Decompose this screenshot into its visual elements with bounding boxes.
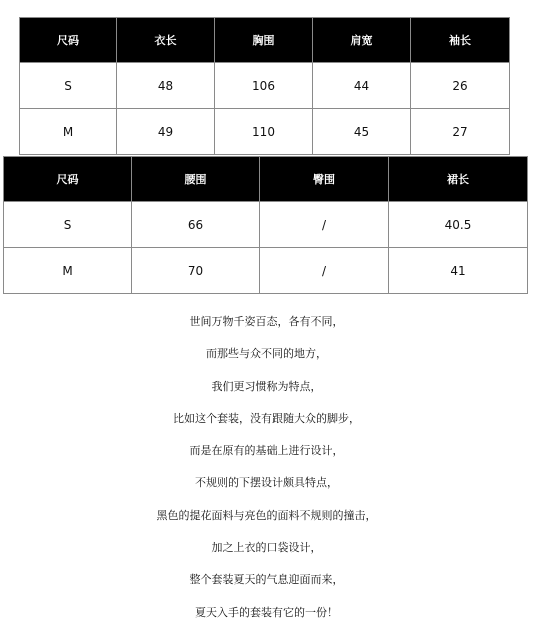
bottom-size-table <box>3 156 528 294</box>
cell-bust: 106 <box>215 63 313 109</box>
cell-length: 48 <box>117 63 215 109</box>
cell-size: M <box>20 109 117 155</box>
header-size: 尺码 <box>4 157 132 202</box>
cell-size: S <box>4 202 132 248</box>
cell-skirt-length: 40.5 <box>389 202 528 248</box>
description-line: 我们更习惯称为特点， <box>211 379 322 393</box>
cell-skirt-length: 41 <box>389 248 528 294</box>
cell-shoulder: 45 <box>313 109 411 155</box>
cell-shoulder: 44 <box>313 63 411 109</box>
description-line: 夏天入手的套装有它的一份！ <box>195 605 338 619</box>
header-length: 衣长 <box>117 18 215 63</box>
cell-sleeve: 27 <box>411 109 510 155</box>
cell-hip: / <box>260 248 389 294</box>
description-line: 黑色的提花面料与亮色的面料不规则的撞击， <box>156 508 377 522</box>
description-line: 世间万物千姿百态，各有不同， <box>189 315 344 328</box>
header-bust: 胸围 <box>215 18 313 63</box>
table-row <box>20 109 510 155</box>
description-line: 整个套装夏天的气息迎面而来， <box>189 573 344 587</box>
description-line: 不规则的下摆设计颇具特点， <box>195 476 338 490</box>
table-row <box>20 63 510 109</box>
cell-length: 49 <box>117 109 215 155</box>
cell-hip: / <box>260 202 389 248</box>
table-row <box>4 248 528 294</box>
header-waist: 腰围 <box>132 157 260 202</box>
bottom-table-header-row <box>4 157 528 202</box>
cell-size: S <box>20 63 117 109</box>
cell-waist: 70 <box>132 248 260 294</box>
description-line: 比如这个套装，没有跟随大众的脚步， <box>173 411 360 425</box>
top-size-table <box>19 17 510 155</box>
cell-sleeve: 26 <box>411 63 510 109</box>
cell-size: M <box>4 248 132 294</box>
top-table-header-row <box>20 18 510 63</box>
description-line: 而是在原有的基础上进行设计， <box>189 444 344 458</box>
header-shoulder: 肩宽 <box>313 18 411 63</box>
header-sleeve: 袖长 <box>411 18 510 63</box>
header-hip: 臀围 <box>260 157 389 202</box>
table-row <box>4 202 528 248</box>
description-line: 加之上衣的口袋设计， <box>211 541 322 555</box>
header-skirt-length: 裙长 <box>389 157 528 202</box>
cell-bust: 110 <box>215 109 313 155</box>
description-line: 而那些与众不同的地方， <box>206 347 327 361</box>
header-size: 尺码 <box>20 18 117 63</box>
cell-waist: 66 <box>132 202 260 248</box>
product-description <box>0 306 533 629</box>
